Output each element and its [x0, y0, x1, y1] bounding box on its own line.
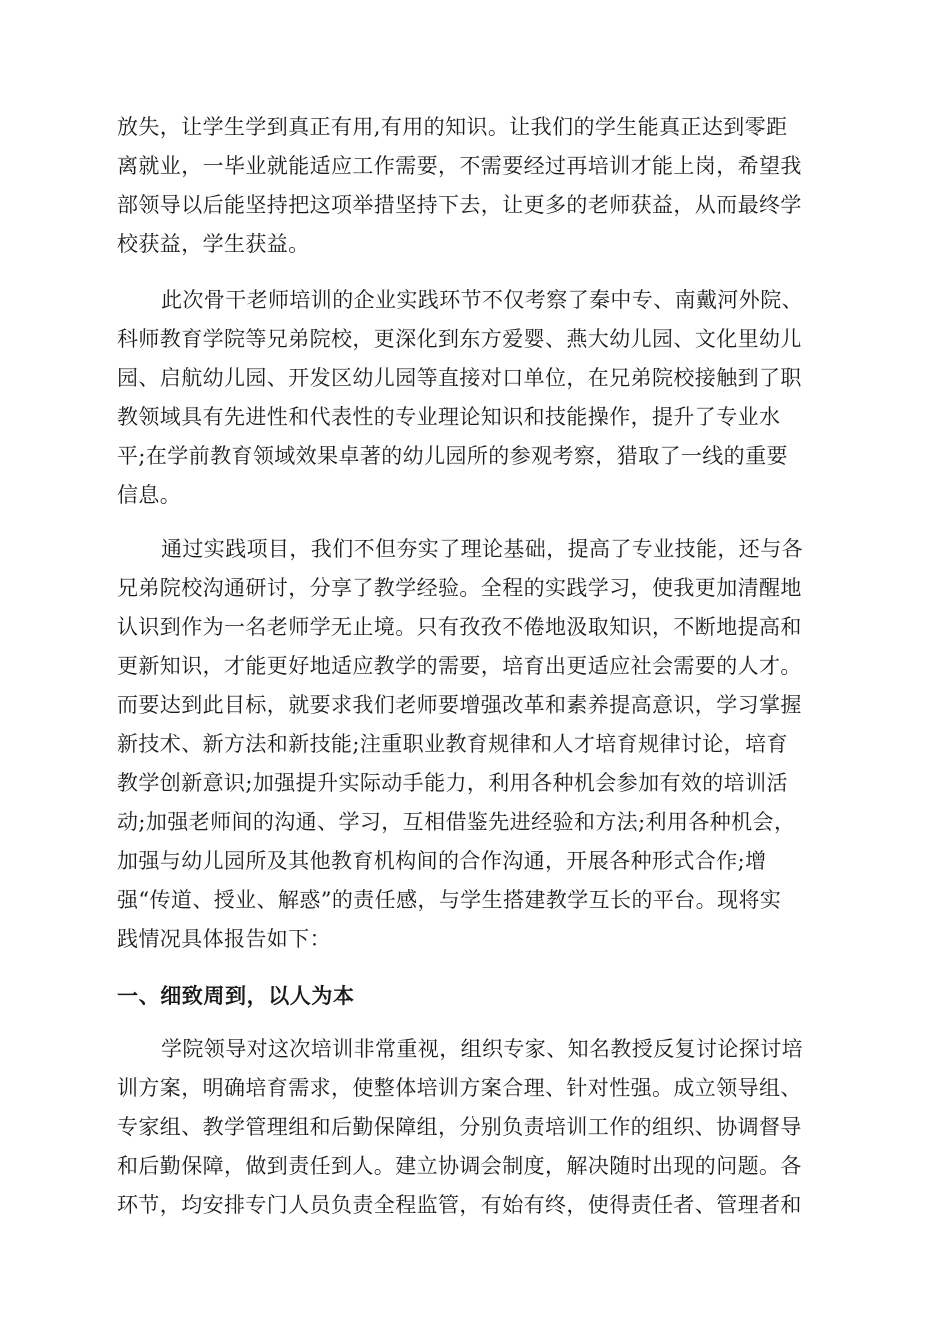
text-line: 教领域具有先进性和代表性的专业理论知识和技能操作，提升了专业水 — [117, 405, 781, 429]
text-line: 而要达到此目标，就要求我们老师要增强改革和素养提高意识，学习掌握 — [117, 693, 802, 717]
text-line: 园、启航幼儿园、开发区幼儿园等直接对口单位，在兄弟院校接触到了职 — [117, 366, 802, 390]
text-line: 新技术、新方法和新技能;注重职业教育规律和人才培育规律讨论，培育 — [117, 732, 788, 756]
text-line: 加强与幼儿园所及其他教育机构间的合作沟通，开展各种形式合作;增 — [117, 849, 767, 873]
text-line: 环节，均安排专门人员负责全程监管，有始有终，使得责任者、管理者和 — [117, 1193, 802, 1217]
text-line: 专家组、教学管理组和后勤保障组，分别负责培训工作的组织、协调督导 — [117, 1115, 802, 1139]
text-line: 和后勤保障，做到责任到人。建立协调会制度，解决随时出现的问题。各 — [117, 1154, 802, 1178]
section-heading: 一、细致周到，以人为本 — [117, 983, 355, 1008]
text-line: 动;加强老师间的沟通、学习，互相借鉴先进经验和方法;利用各种机会， — [117, 810, 796, 834]
text-line: 部领导以后能坚持把这项举措坚持下去，让更多的老师获益，从而最终学 — [117, 193, 802, 217]
text-line: 兄弟院校沟通研讨，分享了教学经验。全程的实践学习，使我更加清醒地 — [117, 576, 802, 600]
text-line: 更新知识，才能更好地适应教学的需要，培育出更适应社会需要的人才。 — [117, 654, 802, 678]
text-line: 放失，让学生学到真正有用,有用的知识。让我们的学生能真正达到零距 — [117, 115, 788, 139]
text-line: 科师教育学院等兄弟院校，更深化到东方爱婴、燕大幼儿园、文化里幼儿 — [117, 327, 802, 351]
text-line: 教学创新意识;加强提升实际动手能力，利用各种机会参加有效的培训活 — [117, 771, 788, 795]
text-line: 认识到作为一名老师学无止境。只有孜孜不倦地汲取知识，不断地提高和 — [117, 615, 802, 639]
text-line: 践情况具体报告如下： — [117, 927, 331, 951]
text-line: 训方案，明确培育需求，使整体培训方案合理、针对性强。成立领导组、 — [117, 1076, 802, 1100]
text-line: 信息。 — [117, 483, 182, 507]
text-line: 平;在学前教育领域效果卓著的幼儿园所的参观考察，猎取了一线的重要 — [117, 444, 788, 468]
text-line: 校获益，学生获益。 — [117, 232, 310, 256]
text-line: 离就业，一毕业就能适应工作需要，不需要经过再培训才能上岗，希望我 — [117, 154, 802, 178]
text-line: 学院领导对这次培训非常重视，组织专家、知名教授反复讨论探讨培 — [161, 1037, 803, 1061]
text-line: 通过实践项目，我们不但夯实了理论基础，提高了专业技能，还与各 — [161, 537, 803, 561]
text-line: 强“传道、授业、解惑”的责任感，与学生搭建教学互长的平台。现将实 — [117, 888, 782, 912]
text-line: 此次骨干老师培训的企业实践环节不仅考察了秦中专、南戴河外院、 — [161, 288, 803, 312]
